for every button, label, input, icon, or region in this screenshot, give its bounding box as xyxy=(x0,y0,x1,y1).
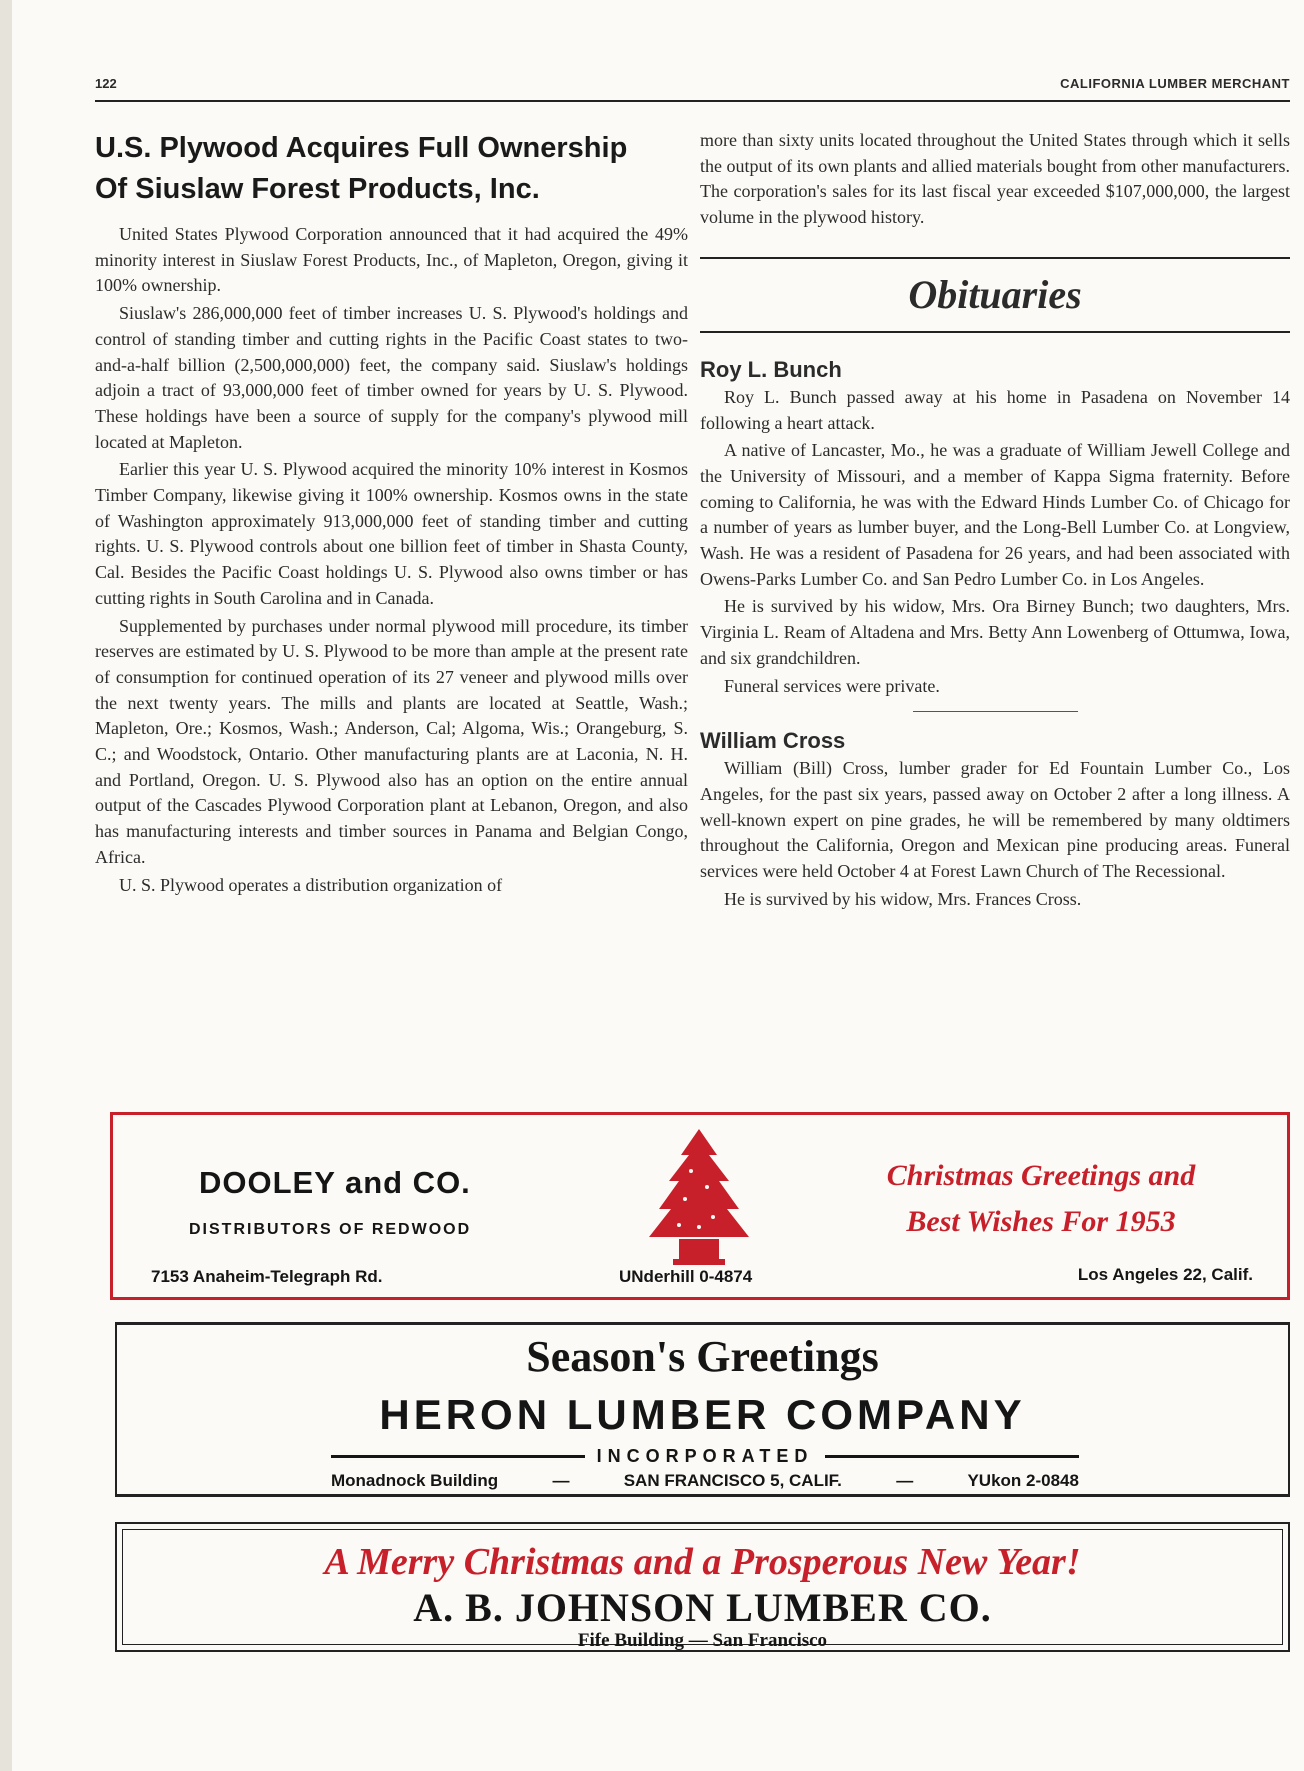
right-column xyxy=(700,128,1290,914)
obituary-paragraph: Roy L. Bunch passed away at his home in Pasadena on November 14 following a heart attack. xyxy=(700,386,1290,433)
dooley-address: 7153 Anaheim-Telegraph Rd. xyxy=(151,1267,383,1286)
dooley-advertisement xyxy=(110,1112,1290,1300)
obituary-paragraph: Funeral services were private. xyxy=(724,675,940,696)
article-paragraph: United States Plywood Corporation announced that it had acquired the 49% minority interest in Siuslaw Forest Products, Inc., of Mapleton, Oregon, giving it 100% ownership. xyxy=(95,224,688,296)
heron-separator: — xyxy=(552,1471,570,1490)
article-paragraph: Siuslaw's 286,000,000 feet of timber increases U. S. Plywood's holdings and control of standing timber and cutting rights in the Pacific Coast states to two-and-a-half billion (2,500,000,000) feet, the company said. Siuslaw's holdings adjoin a tract of 93,000,000 feet of timber owned for years by U. S. Plywood. These holdings have been a source of supply for the company's plywood mill located at Mapleton. xyxy=(95,303,688,452)
article-paragraph: Earlier this year U. S. Plywood acquired the minority 10% interest in Kosmos Timber Company, likewise giving it 100% ownership. Kosmos owns in the state of Washington approximately 913,000,000 feet of standing timber and cutting rights. U. S. Plywood controls about one billion feet of timber in Shasta County, Cal. Besides the Pacific Coast holdings U. S. Plywood also owns timber or has cutting rights in South Carolina and in Canada. xyxy=(95,459,688,608)
obituary-paragraph: A native of Lancaster, Mo., he was a graduate of William Jewell College and the University of Missouri, and a member of Kappa Sigma fraternity. Before coming to California, he was with the Edward Hinds Lumber Co. of Chicago for a number of years as lumber buyer, and the Long-Bell Lumber Co. at Longview, Wash. He was a resident of Pasadena for 26 years, and had been associated with Owens-Parks Lumber Co. and San Pedro Lumber Co. in Los Angeles. xyxy=(700,440,1290,589)
obituary-paragraph: He is survived by his widow, Mrs. Ora Birney Bunch; two daughters, Mrs. Virginia L. Ream of Altadena and Mrs. Betty Ann Lowenberg of Ottumwa, Iowa, and six grandchildren. xyxy=(700,596,1290,668)
inc-rule-left xyxy=(331,1455,585,1458)
article-paragraph: Supplemented by purchases under normal plywood mill procedure, its timber reserves are estimated by U. S. Plywood to be more than ample at the present rate of consumption for continued operation of its 27 veneer and plywood mills over the next twenty years. The mills and plants are located at Seattle, Wash.; Mapleton, Ore.; Kosmos, Wash.; Anderson, Cal; Algoma, Wis.; Orangeburg, S. C.; and Woodstock, Ontario. Other manufacturing plants are at Laconia, N. H. and Portland, Oregon. U. S. Plywood also has an option on the entire annual output of the Cascades Plywood Corporation plant at Lebanon, Oregon, and also has manufacturing interests and timber sources in Panama and Belgian Congo, Africa. xyxy=(95,615,688,867)
johnson-location: Fife Building — San Francisco xyxy=(577,1630,828,1651)
dooley-name: DOOLEY and CO. xyxy=(199,1165,471,1200)
obituaries-title: Obituaries xyxy=(908,271,1082,317)
christmas-tree-icon xyxy=(639,1125,759,1275)
page-number: 122 xyxy=(95,76,117,91)
johnson-advertisement xyxy=(115,1522,1290,1652)
left-column xyxy=(95,128,688,900)
dooley-greeting: Christmas Greetings and Best Wishes For 1953 xyxy=(886,1159,1196,1238)
heron-footer xyxy=(331,1471,1079,1491)
page-header xyxy=(95,76,1290,102)
dooley-city: Los Angeles 22, Calif. xyxy=(1077,1265,1253,1284)
obituary-divider xyxy=(913,711,1078,712)
obituary-paragraph: He is survived by his widow, Mrs. Frances Cross. xyxy=(724,888,1082,909)
johnson-greeting: A Merry Christmas and a Prosperous New Year! xyxy=(324,1541,1081,1583)
page-edge xyxy=(0,0,12,1771)
heron-separator: — xyxy=(896,1471,914,1490)
dooley-phone: UNderhill 0-4874 xyxy=(619,1267,753,1286)
heron-company: HERON LUMBER COMPANY xyxy=(379,1391,1026,1438)
heron-incorporated: INCORPORATED xyxy=(331,1443,1079,1469)
inc-rule-right xyxy=(825,1455,1079,1458)
article-headline: U.S. Plywood Acquires Full Ownership Of Siuslaw Forest Products, Inc. xyxy=(95,132,628,205)
obituaries-bottom-rule xyxy=(700,331,1290,333)
heron-city: SAN FRANCISCO 5, CALIF. xyxy=(623,1471,842,1490)
heron-phone: YUkon 2-0848 xyxy=(967,1471,1079,1490)
heron-greeting: Season's Greetings xyxy=(526,1332,879,1381)
obituary-name: Roy L. Bunch xyxy=(700,356,842,382)
article-continuation: more than sixty units located throughout the United States through which it sells the output of its own plants and allied materials bought from other manufacturers. The corporation's sales for its last fiscal year exceeded $107,000,000, the largest volume in the plywood history. xyxy=(700,130,1290,228)
obituary-paragraph: William (Bill) Cross, lumber grader for Ed Fountain Lumber Co., Los Angeles, for the past six years, passed away on October 2 after a long illness. A well-known expert on pine grades, he will be remembered by many oldtimers throughout the California, Oregon and Mexican pine producing areas. Funeral services were held October 4 at Forest Lawn Church of The Recessional. xyxy=(700,758,1290,882)
obituary-name: William Cross xyxy=(700,728,846,754)
johnson-company: A. B. JOHNSON LUMBER CO. xyxy=(413,1585,992,1630)
heron-advertisement xyxy=(115,1322,1290,1497)
dooley-tagline: DISTRIBUTORS OF REDWOOD xyxy=(189,1221,472,1238)
publication-name: CALIFORNIA LUMBER MERCHANT xyxy=(1060,76,1290,91)
article-paragraph: U. S. Plywood operates a distribution organization of xyxy=(119,874,503,895)
heron-building: Monadnock Building xyxy=(331,1471,499,1490)
